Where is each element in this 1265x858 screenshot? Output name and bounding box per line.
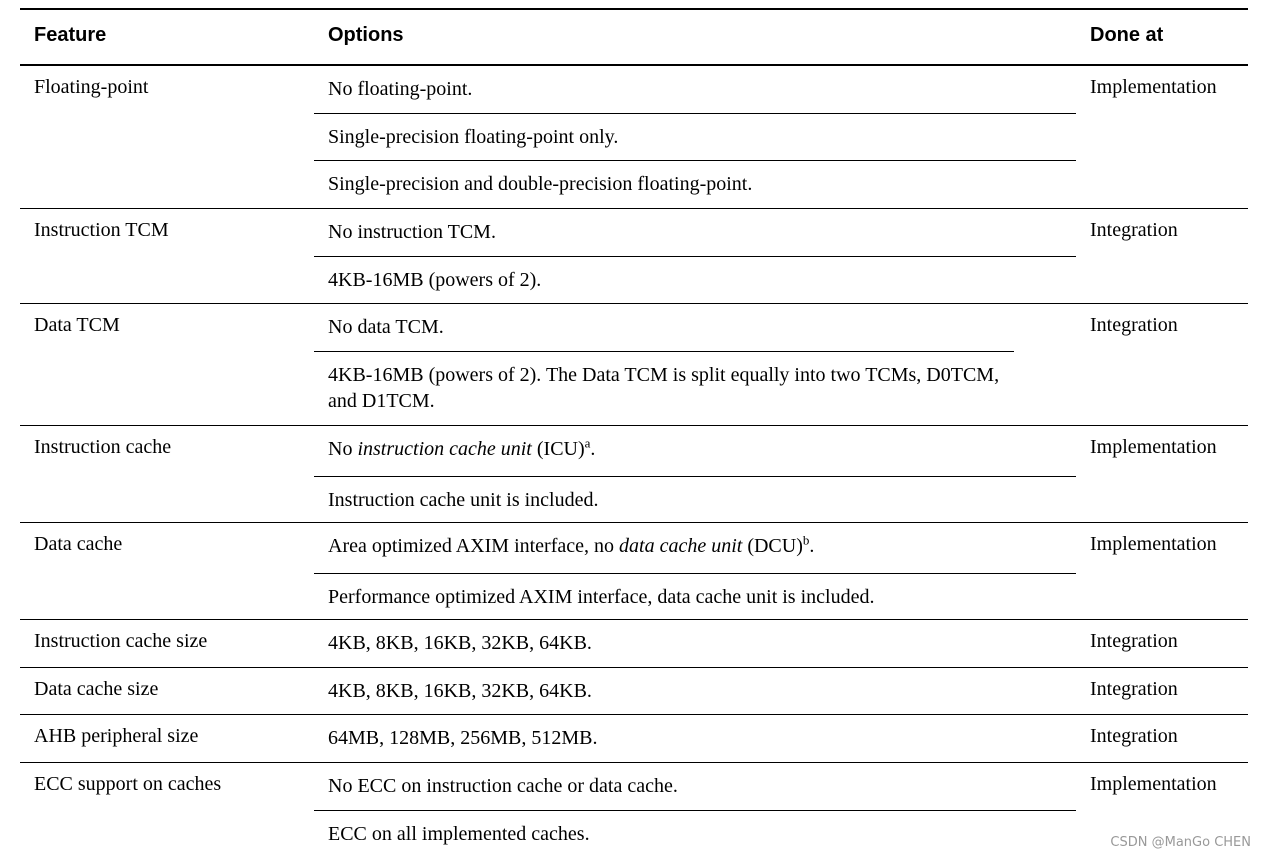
option-cell: No instruction TCM. (328, 221, 496, 243)
header-options: Options (328, 24, 404, 46)
feature-cell: AHB peripheral size (34, 725, 199, 747)
feature-cell: Data TCM (34, 314, 120, 336)
option-cell: 4KB-16MB (powers of 2). The Data TCM is split equally into two TCMs, D0TCM, and D1TCM. (314, 351, 1014, 425)
option-cell: No floating-point. (328, 78, 473, 100)
option-cell: 4KB, 8KB, 16KB, 32KB, 64KB. (328, 632, 592, 654)
option-cell: No ECC on instruction cache or data cache. (328, 775, 678, 797)
feature-cell: Instruction cache (34, 436, 172, 458)
option-cell: Instruction cache unit is included. (314, 476, 1076, 522)
done-at-cell: Integration (1090, 630, 1178, 652)
header-done-at: Done at (1090, 24, 1164, 46)
feature-cell: Data cache size (34, 678, 159, 700)
table-header (20, 8, 1248, 66)
feature-cell: Floating-point (34, 76, 149, 98)
option-cell: Performance optimized AXIM interface, data cache unit is included. (314, 573, 1076, 619)
table-row (20, 209, 1248, 304)
feature-cell: Instruction TCM (34, 219, 169, 241)
footnote-marker: b (802, 532, 810, 548)
table-row (20, 426, 1248, 523)
done-at-cell: Integration (1090, 678, 1178, 700)
done-at-cell: Integration (1090, 725, 1178, 747)
table-row (20, 763, 1248, 858)
done-at-cell: Implementation (1090, 436, 1217, 458)
option-cell: No data TCM. (328, 316, 444, 338)
table-row (20, 304, 1248, 426)
option-cell: 4KB, 8KB, 16KB, 32KB, 64KB. (328, 680, 592, 702)
option-cell: ECC on all implemented caches. (314, 810, 1076, 857)
option-cell: 64MB, 128MB, 256MB, 512MB. (328, 727, 598, 749)
done-at-cell: Integration (1090, 314, 1178, 336)
done-at-cell: Implementation (1090, 76, 1217, 98)
done-at-cell: Integration (1090, 219, 1178, 241)
table-row (20, 668, 1248, 715)
feature-table (20, 8, 1248, 858)
table-row (20, 66, 1248, 209)
option-cell: Area optimized AXIM interface, no data cache unit (DCU)$^b$. (328, 532, 815, 557)
header-feature: Feature (34, 24, 107, 46)
feature-cell: Data cache (34, 533, 123, 555)
done-at-cell: Implementation (1090, 533, 1217, 555)
watermark: CSDN @ManGo CHEN (1110, 835, 1251, 850)
option-cell: No instruction cache unit (ICU)$^a$. (328, 435, 596, 460)
table-row (20, 523, 1248, 620)
table-row (20, 715, 1248, 763)
feature-cell: Instruction cache size (34, 630, 208, 652)
footnote-marker: a (584, 435, 591, 451)
option-cell: Single-precision floating-point only. (314, 113, 1076, 160)
option-cell: Single-precision and double-precision floating-point. (314, 160, 1076, 208)
option-cell: 4KB-16MB (powers of 2). (314, 256, 1076, 303)
done-at-cell: Implementation (1090, 773, 1217, 795)
feature-cell: ECC support on caches (34, 773, 222, 795)
table-row (20, 620, 1248, 668)
